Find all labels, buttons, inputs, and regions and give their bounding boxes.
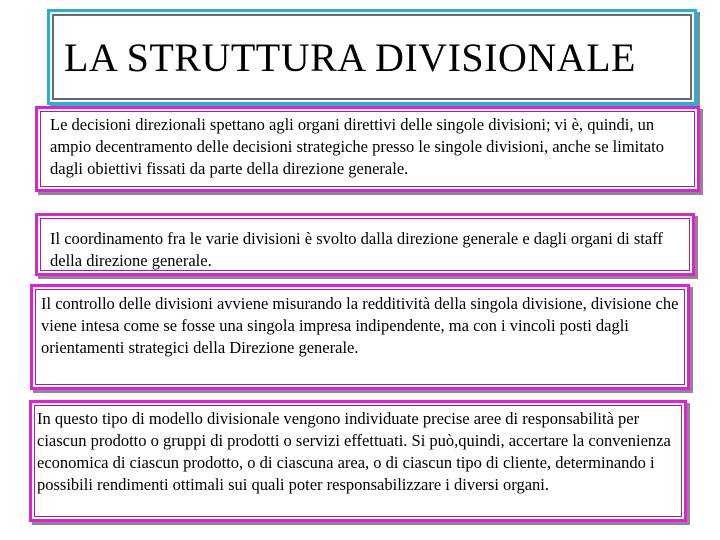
paragraph-decisions: Le decisioni direzionali spettano agli organi direttivi delle singole divisioni; vi è, quindi, un ampio decentramento delle decisioni strategiche presso le singole divisioni, anche se limitato dagli obiettivi fissati da parte della direzione generale.: [50, 115, 664, 178]
text-box-responsibility: [29, 400, 687, 522]
slide-title: LA STRUTTURA DIVISIONALE: [64, 35, 636, 80]
text-box-coordination: [35, 213, 695, 276]
paragraph-control: Il controllo delle divisioni avviene misurando la redditività della singola divisione, divisione che viene intesa come se fosse una singola impresa indipendente, ma con i vincoli posti dagli orientamenti strategici della Direzione generale.: [41, 294, 679, 357]
title-box: [47, 9, 697, 105]
text-box-control: [30, 284, 690, 390]
paragraph-responsibility: In questo tipo di modello divisionale vengono individuate precise aree di responsabilità per ciascun prodotto o gruppi di prodotti o servizi effettuati. Si può,quindi, accertare la convenienza economica di ciascun prodotto, o di ciascuna area, o di ciascun tipo di cliente, determinando i possibili rendimenti ottimali sui quali poter responsabilizzare i diversi organi.: [37, 409, 671, 494]
paragraph-coordination: Il coordinamento fra le varie divisioni è svolto dalla direzione generale e dagli organi di staff della direzione generale.: [50, 229, 663, 270]
text-box-decisions: [35, 106, 700, 192]
